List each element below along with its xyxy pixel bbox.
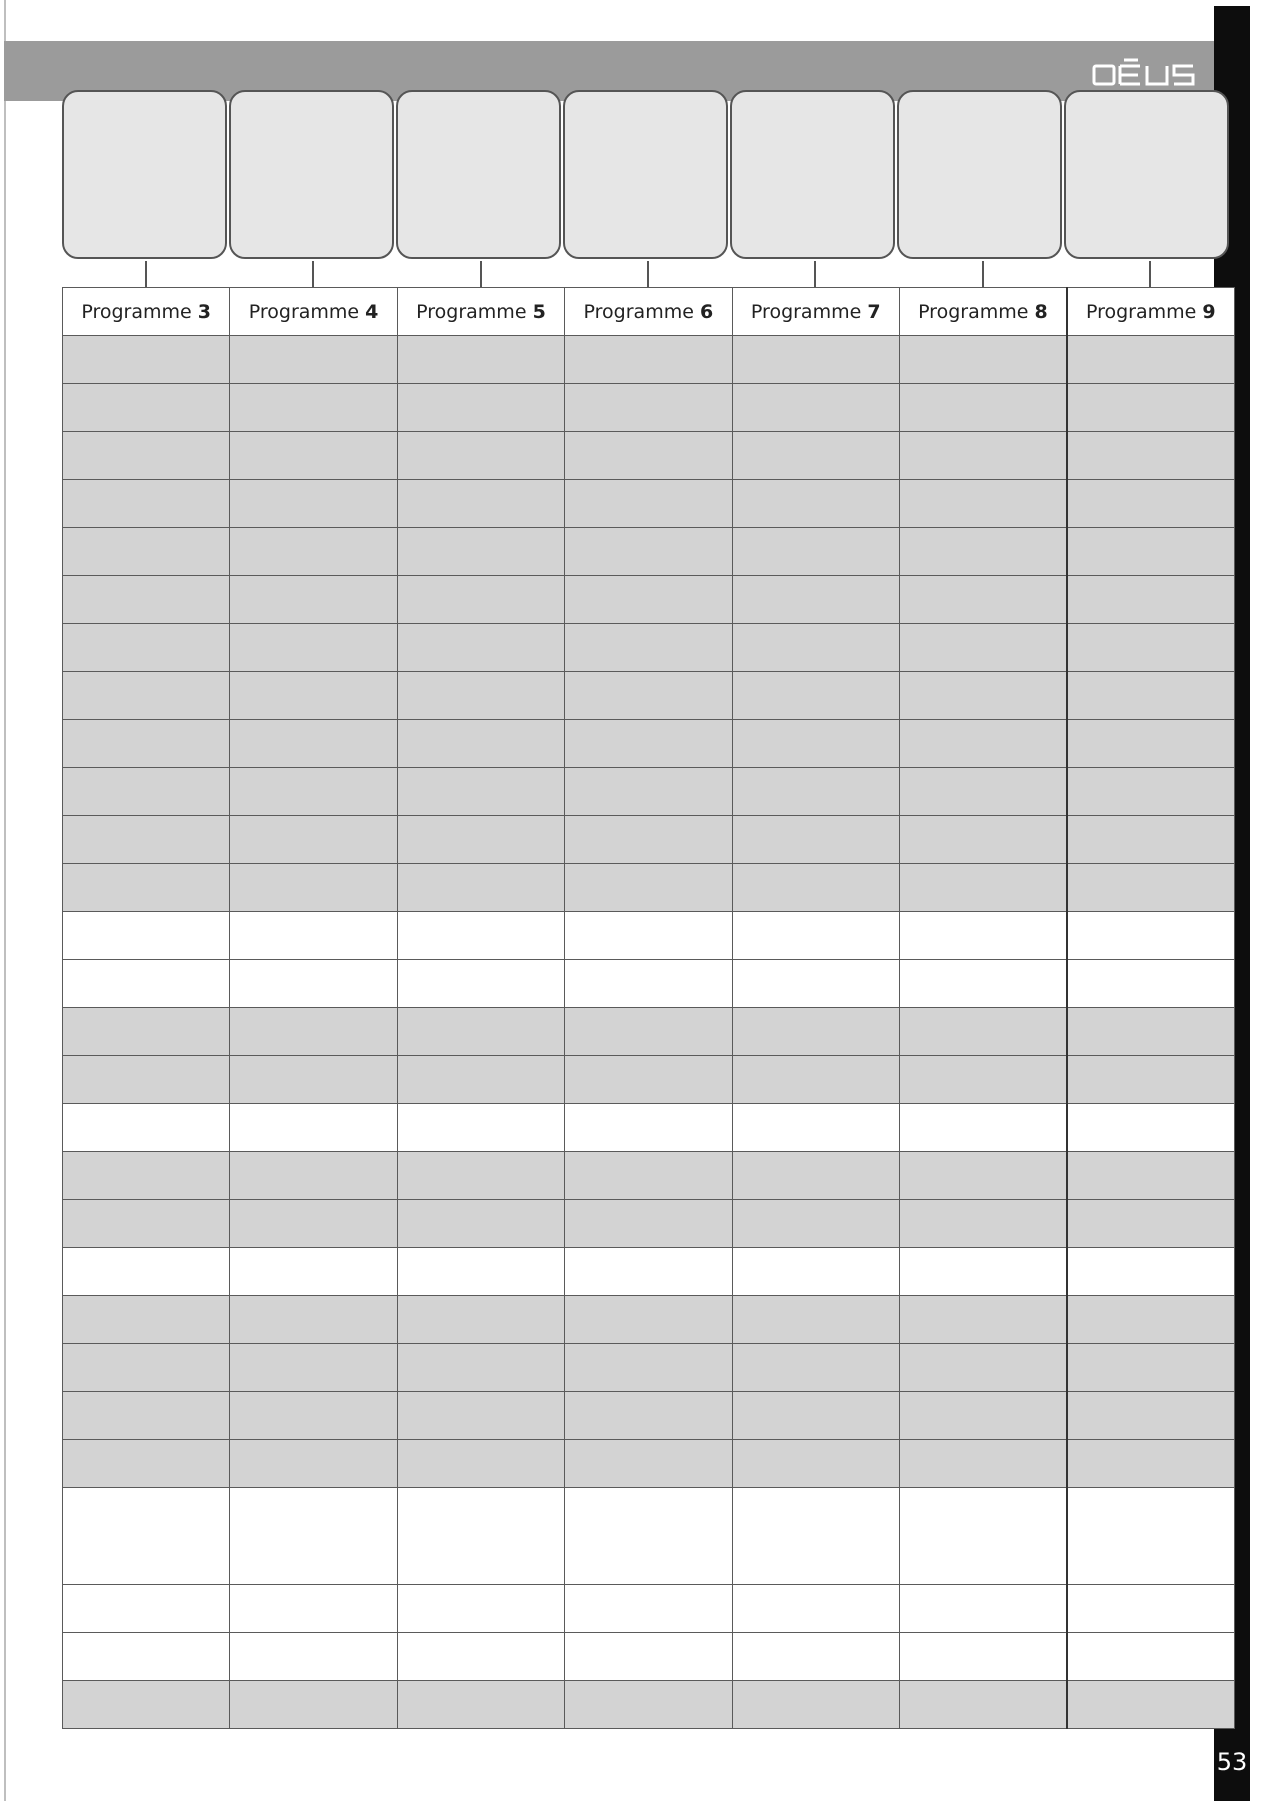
- entry-cell[interactable]: [899, 528, 1066, 576]
- table-row: [63, 624, 1235, 672]
- entry-cell[interactable]: [1067, 1056, 1234, 1104]
- entry-cell[interactable]: [397, 624, 564, 672]
- entry-cell[interactable]: [565, 1488, 732, 1585]
- entry-cell[interactable]: [899, 768, 1066, 816]
- entry-cell[interactable]: [1067, 1392, 1234, 1440]
- entry-cell[interactable]: [565, 1152, 732, 1200]
- table-row: [63, 336, 1235, 384]
- entry-cell[interactable]: [899, 720, 1066, 768]
- page-left-rule: [4, 0, 6, 1801]
- entry-cell[interactable]: [230, 1008, 397, 1056]
- table-row: [63, 672, 1235, 720]
- entry-cell[interactable]: [1067, 672, 1234, 720]
- entry-cell[interactable]: [230, 624, 397, 672]
- programme-table: [62, 287, 1234, 1743]
- entry-cell[interactable]: [732, 384, 899, 432]
- entry-cell[interactable]: [1067, 1488, 1234, 1585]
- entry-cell[interactable]: [1067, 816, 1234, 864]
- connector-line: [1149, 261, 1151, 288]
- entry-cell[interactable]: [732, 1344, 899, 1392]
- table-row: [63, 960, 1235, 1008]
- table-row: [63, 1488, 1235, 1585]
- entry-cell[interactable]: [565, 624, 732, 672]
- table-row: [63, 1008, 1235, 1056]
- entry-cell[interactable]: [1067, 960, 1234, 1008]
- entry-cell[interactable]: [63, 1440, 230, 1488]
- entry-cell[interactable]: [63, 864, 230, 912]
- entry-cell[interactable]: [397, 1248, 564, 1296]
- entry-cell[interactable]: [63, 1681, 230, 1729]
- entry-cell[interactable]: [899, 960, 1066, 1008]
- entry-cell[interactable]: [397, 1104, 564, 1152]
- entry-cell[interactable]: [1067, 1248, 1234, 1296]
- entry-cell[interactable]: [397, 816, 564, 864]
- entry-cell[interactable]: [565, 672, 732, 720]
- entry-cell[interactable]: [230, 480, 397, 528]
- entry-cell[interactable]: [230, 1248, 397, 1296]
- entry-cell[interactable]: [230, 1056, 397, 1104]
- entry-cell[interactable]: [230, 720, 397, 768]
- label-box-8[interactable]: [897, 90, 1062, 259]
- entry-cell[interactable]: [397, 1440, 564, 1488]
- settings-grid: [62, 287, 1235, 1729]
- entry-cell[interactable]: [565, 480, 732, 528]
- entry-cell[interactable]: [230, 1152, 397, 1200]
- entry-cell[interactable]: [565, 1296, 732, 1344]
- entry-cell[interactable]: [899, 1633, 1066, 1681]
- entry-cell[interactable]: [230, 1440, 397, 1488]
- entry-cell[interactable]: [397, 480, 564, 528]
- entry-cell[interactable]: [230, 1681, 397, 1729]
- entry-cell[interactable]: [899, 1488, 1066, 1585]
- entry-cell[interactable]: [1067, 1633, 1234, 1681]
- entry-cell[interactable]: [230, 864, 397, 912]
- entry-cell[interactable]: [565, 816, 732, 864]
- entry-cell[interactable]: [1067, 1681, 1234, 1729]
- entry-cell[interactable]: [732, 864, 899, 912]
- column-header-programme-8: Programme 8: [899, 288, 1066, 336]
- entry-cell[interactable]: [1067, 576, 1234, 624]
- column-header-programme-5: Programme 5: [397, 288, 564, 336]
- entry-cell[interactable]: [397, 1585, 564, 1633]
- entry-cell[interactable]: [397, 1008, 564, 1056]
- entry-cell[interactable]: [732, 1585, 899, 1633]
- entry-cell[interactable]: [565, 576, 732, 624]
- entry-cell[interactable]: [732, 672, 899, 720]
- entry-cell[interactable]: [565, 528, 732, 576]
- table-row: [63, 1296, 1235, 1344]
- entry-cell[interactable]: [899, 1296, 1066, 1344]
- column-header-programme-3: Programme 3: [63, 288, 230, 336]
- table-row: [63, 912, 1235, 960]
- entry-cell[interactable]: [397, 576, 564, 624]
- label-box-6[interactable]: [563, 90, 728, 259]
- entry-cell[interactable]: [732, 1200, 899, 1248]
- table-row: [63, 480, 1235, 528]
- header-row: [63, 288, 1235, 336]
- entry-cell[interactable]: [230, 960, 397, 1008]
- entry-cell[interactable]: [230, 432, 397, 480]
- entry-cell[interactable]: [899, 1056, 1066, 1104]
- entry-cell[interactable]: [565, 912, 732, 960]
- entry-cell[interactable]: [732, 336, 899, 384]
- entry-cell[interactable]: [1067, 1296, 1234, 1344]
- entry-cell[interactable]: [732, 768, 899, 816]
- entry-cell[interactable]: [63, 432, 230, 480]
- entry-cell[interactable]: [732, 1296, 899, 1344]
- entry-cell[interactable]: [230, 816, 397, 864]
- grid-body: [63, 336, 1235, 1729]
- table-row: [63, 1056, 1235, 1104]
- entry-cell[interactable]: [565, 384, 732, 432]
- entry-cell[interactable]: [732, 1104, 899, 1152]
- entry-cell[interactable]: [1067, 1200, 1234, 1248]
- entry-cell[interactable]: [565, 1681, 732, 1729]
- table-row: [63, 1681, 1235, 1729]
- entry-cell[interactable]: [230, 576, 397, 624]
- connector-line: [480, 261, 482, 288]
- entry-cell[interactable]: [899, 1008, 1066, 1056]
- entry-cell[interactable]: [1067, 624, 1234, 672]
- entry-cell[interactable]: [565, 1008, 732, 1056]
- entry-cell[interactable]: [397, 720, 564, 768]
- column-header-programme-6: Programme 6: [565, 288, 732, 336]
- label-boxes: [62, 90, 1234, 263]
- connector-line: [814, 261, 816, 288]
- entry-cell[interactable]: [230, 1633, 397, 1681]
- entry-cell[interactable]: [899, 624, 1066, 672]
- table-row: [63, 1248, 1235, 1296]
- entry-cell[interactable]: [63, 816, 230, 864]
- entry-cell[interactable]: [1067, 1104, 1234, 1152]
- entry-cell[interactable]: [397, 1152, 564, 1200]
- entry-cell[interactable]: [732, 816, 899, 864]
- entry-cell[interactable]: [397, 768, 564, 816]
- entry-cell[interactable]: [899, 864, 1066, 912]
- entry-cell[interactable]: [899, 336, 1066, 384]
- entry-cell[interactable]: [565, 1056, 732, 1104]
- entry-cell[interactable]: [1067, 912, 1234, 960]
- entry-cell[interactable]: [230, 912, 397, 960]
- entry-cell[interactable]: [732, 432, 899, 480]
- entry-cell[interactable]: [1067, 720, 1234, 768]
- entry-cell[interactable]: [899, 1344, 1066, 1392]
- entry-cell[interactable]: [63, 1200, 230, 1248]
- entry-cell[interactable]: [565, 1200, 732, 1248]
- entry-cell[interactable]: [565, 1585, 732, 1633]
- entry-cell[interactable]: [565, 864, 732, 912]
- entry-cell[interactable]: [230, 768, 397, 816]
- entry-cell[interactable]: [397, 960, 564, 1008]
- entry-cell[interactable]: [63, 480, 230, 528]
- entry-cell[interactable]: [63, 1008, 230, 1056]
- entry-cell[interactable]: [899, 432, 1066, 480]
- entry-cell[interactable]: [63, 1056, 230, 1104]
- entry-cell[interactable]: [63, 1344, 230, 1392]
- entry-cell[interactable]: [732, 720, 899, 768]
- connector-line: [647, 261, 649, 288]
- table-row: [63, 1633, 1235, 1681]
- connector-line: [145, 261, 147, 288]
- entry-cell[interactable]: [899, 1681, 1066, 1729]
- entry-cell[interactable]: [732, 1392, 899, 1440]
- entry-cell[interactable]: [1067, 336, 1234, 384]
- entry-cell[interactable]: [230, 1200, 397, 1248]
- entry-cell[interactable]: [63, 912, 230, 960]
- entry-cell[interactable]: [732, 1008, 899, 1056]
- entry-cell[interactable]: [230, 1585, 397, 1633]
- entry-cell[interactable]: [732, 624, 899, 672]
- entry-cell[interactable]: [1067, 384, 1234, 432]
- entry-cell[interactable]: [63, 624, 230, 672]
- entry-cell[interactable]: [732, 960, 899, 1008]
- entry-cell[interactable]: [63, 1152, 230, 1200]
- entry-cell[interactable]: [565, 432, 732, 480]
- entry-cell[interactable]: [397, 384, 564, 432]
- table-row: [63, 816, 1235, 864]
- entry-cell[interactable]: [397, 672, 564, 720]
- entry-cell[interactable]: [899, 1585, 1066, 1633]
- entry-cell[interactable]: [230, 528, 397, 576]
- entry-cell[interactable]: [899, 1248, 1066, 1296]
- table-row: [63, 1440, 1235, 1488]
- entry-cell[interactable]: [732, 1633, 899, 1681]
- table-row: [63, 1344, 1235, 1392]
- entry-cell[interactable]: [63, 768, 230, 816]
- entry-cell[interactable]: [1067, 1008, 1234, 1056]
- entry-cell[interactable]: [1067, 480, 1234, 528]
- entry-cell[interactable]: [397, 912, 564, 960]
- label-box-7[interactable]: [730, 90, 895, 259]
- entry-cell[interactable]: [230, 336, 397, 384]
- entry-cell[interactable]: [1067, 528, 1234, 576]
- entry-cell[interactable]: [732, 1440, 899, 1488]
- entry-cell[interactable]: [565, 768, 732, 816]
- entry-cell[interactable]: [565, 1344, 732, 1392]
- entry-cell[interactable]: [63, 528, 230, 576]
- entry-cell[interactable]: [732, 1681, 899, 1729]
- entry-cell[interactable]: [899, 1200, 1066, 1248]
- entry-cell[interactable]: [1067, 1585, 1234, 1633]
- entry-cell[interactable]: [397, 1344, 564, 1392]
- entry-cell[interactable]: [230, 1104, 397, 1152]
- connector-line: [312, 261, 314, 288]
- entry-cell[interactable]: [63, 672, 230, 720]
- table-row: [63, 432, 1235, 480]
- entry-cell[interactable]: [1067, 432, 1234, 480]
- label-box-9[interactable]: [1064, 90, 1229, 259]
- entry-cell[interactable]: [732, 1056, 899, 1104]
- entry-cell[interactable]: [1067, 864, 1234, 912]
- entry-cell[interactable]: [732, 912, 899, 960]
- entry-cell[interactable]: [1067, 1152, 1234, 1200]
- entry-cell[interactable]: [1067, 1344, 1234, 1392]
- entry-cell[interactable]: [565, 1440, 732, 1488]
- entry-cell[interactable]: [230, 1392, 397, 1440]
- connector-line: [982, 261, 984, 288]
- entry-cell[interactable]: [899, 576, 1066, 624]
- entry-cell[interactable]: [565, 336, 732, 384]
- entry-cell[interactable]: [899, 1392, 1066, 1440]
- entry-cell[interactable]: [397, 1392, 564, 1440]
- entry-cell[interactable]: [899, 1440, 1066, 1488]
- entry-cell[interactable]: [63, 576, 230, 624]
- entry-cell[interactable]: [397, 864, 564, 912]
- entry-cell[interactable]: [230, 672, 397, 720]
- label-box-3[interactable]: [62, 90, 227, 259]
- entry-cell[interactable]: [63, 1488, 230, 1585]
- entry-cell[interactable]: [63, 1585, 230, 1633]
- entry-cell[interactable]: [397, 1056, 564, 1104]
- table-row: [63, 384, 1235, 432]
- entry-cell[interactable]: [63, 384, 230, 432]
- entry-cell[interactable]: [63, 1392, 230, 1440]
- entry-cell[interactable]: [565, 1248, 732, 1296]
- table-row: [63, 768, 1235, 816]
- entry-cell[interactable]: [63, 960, 230, 1008]
- entry-cell[interactable]: [565, 960, 732, 1008]
- label-box-4[interactable]: [229, 90, 394, 259]
- entry-cell[interactable]: [397, 1296, 564, 1344]
- entry-cell[interactable]: [565, 1633, 732, 1681]
- entry-cell[interactable]: [899, 384, 1066, 432]
- entry-cell[interactable]: [397, 432, 564, 480]
- entry-cell[interactable]: [63, 1104, 230, 1152]
- entry-cell[interactable]: [397, 1633, 564, 1681]
- entry-cell[interactable]: [230, 1296, 397, 1344]
- entry-cell[interactable]: [397, 1200, 564, 1248]
- entry-cell[interactable]: [1067, 768, 1234, 816]
- table-row: [63, 528, 1235, 576]
- entry-cell[interactable]: [397, 336, 564, 384]
- column-header-programme-9: Programme 9: [1067, 288, 1234, 336]
- table-row: [63, 576, 1235, 624]
- column-header-programme-4: Programme 4: [230, 288, 397, 336]
- entry-cell[interactable]: [732, 528, 899, 576]
- entry-cell[interactable]: [732, 1152, 899, 1200]
- entry-cell[interactable]: [63, 1296, 230, 1344]
- entry-cell[interactable]: [732, 480, 899, 528]
- entry-cell[interactable]: [63, 1633, 230, 1681]
- entry-cell[interactable]: [899, 480, 1066, 528]
- entry-cell[interactable]: [63, 1248, 230, 1296]
- column-header-programme-7: Programme 7: [732, 288, 899, 336]
- table-row: [63, 1392, 1235, 1440]
- entry-cell[interactable]: [899, 672, 1066, 720]
- entry-cell[interactable]: [230, 1344, 397, 1392]
- entry-cell[interactable]: [565, 1392, 732, 1440]
- entry-cell[interactable]: [899, 1152, 1066, 1200]
- entry-cell[interactable]: [899, 816, 1066, 864]
- entry-cell[interactable]: [397, 1488, 564, 1585]
- entry-cell[interactable]: [397, 1681, 564, 1729]
- table-row: [63, 1104, 1235, 1152]
- entry-cell[interactable]: [1067, 1440, 1234, 1488]
- entry-cell[interactable]: [397, 528, 564, 576]
- entry-cell[interactable]: [63, 720, 230, 768]
- entry-cell[interactable]: [565, 720, 732, 768]
- entry-cell[interactable]: [230, 384, 397, 432]
- table-row: [63, 864, 1235, 912]
- entry-cell[interactable]: [732, 576, 899, 624]
- label-box-5[interactable]: [396, 90, 561, 259]
- page-number: 53: [1216, 1748, 1248, 1776]
- table-row: [63, 1200, 1235, 1248]
- table-row: [63, 1585, 1235, 1633]
- entry-cell[interactable]: [565, 1104, 732, 1152]
- entry-cell[interactable]: [899, 912, 1066, 960]
- deus-logo: [1090, 56, 1200, 90]
- entry-cell[interactable]: [63, 336, 230, 384]
- entry-cell[interactable]: [899, 1104, 1066, 1152]
- table-row: [63, 720, 1235, 768]
- entry-cell[interactable]: [732, 1248, 899, 1296]
- entry-cell[interactable]: [732, 1488, 899, 1585]
- table-row: [63, 1152, 1235, 1200]
- entry-cell[interactable]: [230, 1488, 397, 1585]
